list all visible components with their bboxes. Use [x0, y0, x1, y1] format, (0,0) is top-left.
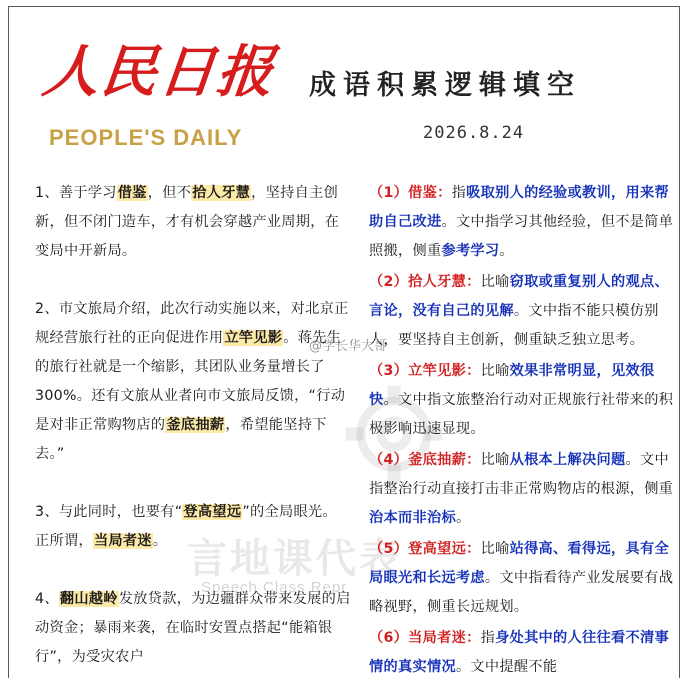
definition-emphasis: 效果非常明显，见效很快	[369, 363, 655, 408]
idiom-label: （6）当局者迷：	[369, 630, 481, 646]
weibo-watermark: @学长华大哥	[309, 339, 388, 354]
idiom-label: （3）立竿见影：	[369, 363, 481, 379]
example-paragraph-1: 1、善于学习借鉴，但不拾人牙慧，坚持自主创新，但不闭门造车，才有机会穿越产业周期，在变局中开新局。	[35, 185, 340, 259]
definition-emphasis: 治本而非治标	[369, 510, 456, 526]
brand-watermark-subtitle: Speech Class Repr	[201, 579, 348, 596]
example-sentences-column	[35, 179, 351, 678]
idiom-highlight: 立竿见影	[224, 330, 283, 346]
idiom-highlight: 釜底抽薪	[166, 417, 225, 433]
page-title: 成语积累逻辑填空	[309, 70, 581, 101]
explanation-entry-4: （4）釜底抽薪：比喻从根本上解决问题。文中指整治行动直接打击非正常购物店的根源，侧重治本而非治标。	[369, 452, 674, 526]
brand-watermark: 言地课代表	[187, 536, 402, 582]
example-paragraph-3: 3、与此同时，也要有“登高望远”的全局眼光。正所谓，当局者迷。	[35, 504, 337, 549]
definition-emphasis: 窃取或重复别人的观点、言论，没有自己的见解	[369, 274, 669, 319]
idiom-highlight: 登高望远	[183, 504, 242, 520]
peoples-daily-logo: 人民日报	[39, 39, 279, 105]
idiom-highlight: 当局者迷	[93, 533, 152, 549]
definition-emphasis: 从根本上解决问题	[509, 452, 626, 468]
idiom-highlight: 拾人牙慧	[192, 185, 251, 201]
idiom-label: （4）釜底抽薪：	[369, 452, 481, 468]
definition-emphasis: 站得高、看得远，具有全局眼光和长远考虑	[369, 541, 669, 586]
definition-emphasis: 吸取别人的经验或教训，用来帮助自己改进	[369, 185, 669, 230]
idiom-highlight: 翻山越岭	[59, 591, 118, 607]
peoples-daily-english-logo: PEOPLE'S DAILY	[49, 125, 243, 150]
explanation-entry-2: （2）拾人牙慧：比喻窃取或重复别人的观点、言论，没有自己的见解。文中指不能只模仿别人，要坚持自主创新，侧重缺乏独立思考。	[369, 274, 669, 348]
document-page	[8, 6, 680, 678]
idiom-label: （1）借鉴：	[369, 185, 452, 201]
idiom-label: （5）登高望远：	[369, 541, 481, 557]
definition-emphasis: 参考学习	[441, 243, 500, 259]
idiom-label: （2）拾人牙慧：	[369, 274, 481, 290]
explanation-entry-5: （5）登高望远：比喻站得高、看得远，具有全局眼光和长远考虑。文中指看待产业发展要有战略视野，侧重长远规划。	[369, 541, 674, 615]
example-paragraph-2: 2、市文旅局介绍，此次行动实施以来，对北京正规经营旅行社的正向促进作用立竿见影。蒋先生的旅行社就是一个缩影，其团队业务量增长了300%。还有文旅从业者向市文旅局反馈，“行动是对非正常购物店的釜底抽薪，希望能坚持下去。”	[35, 301, 349, 462]
idiom-highlight: 借鉴	[117, 185, 147, 201]
example-paragraph-4: 4、翻山越岭发放贷款，为边疆群众带来发展的启动资金；暴雨来袭，在临时安置点搭起“能箱银行”，为受灾农户	[35, 591, 351, 665]
idiom-explanations-column	[369, 179, 675, 678]
explanation-entry-1: （1）借鉴：指吸取别人的经验或教训，用来帮助自己改进。文中指学习其他经验，但不是简单照搬，侧重参考学习。	[369, 185, 674, 259]
explanation-entry-3: （3）立竿见影：比喻效果非常明显，见效很快。文中指文旅整治行动对正规旅行社带来的积极影响迅速显现。	[369, 363, 674, 437]
page-date: 2026.8.24	[423, 123, 525, 143]
explanation-entry-6: （6）当局者迷：指身处其中的人往往看不清事情的真实情况。文中提醒不能	[369, 630, 669, 675]
definition-emphasis: 身处其中的人往往看不清事情的真实情况	[369, 630, 669, 675]
